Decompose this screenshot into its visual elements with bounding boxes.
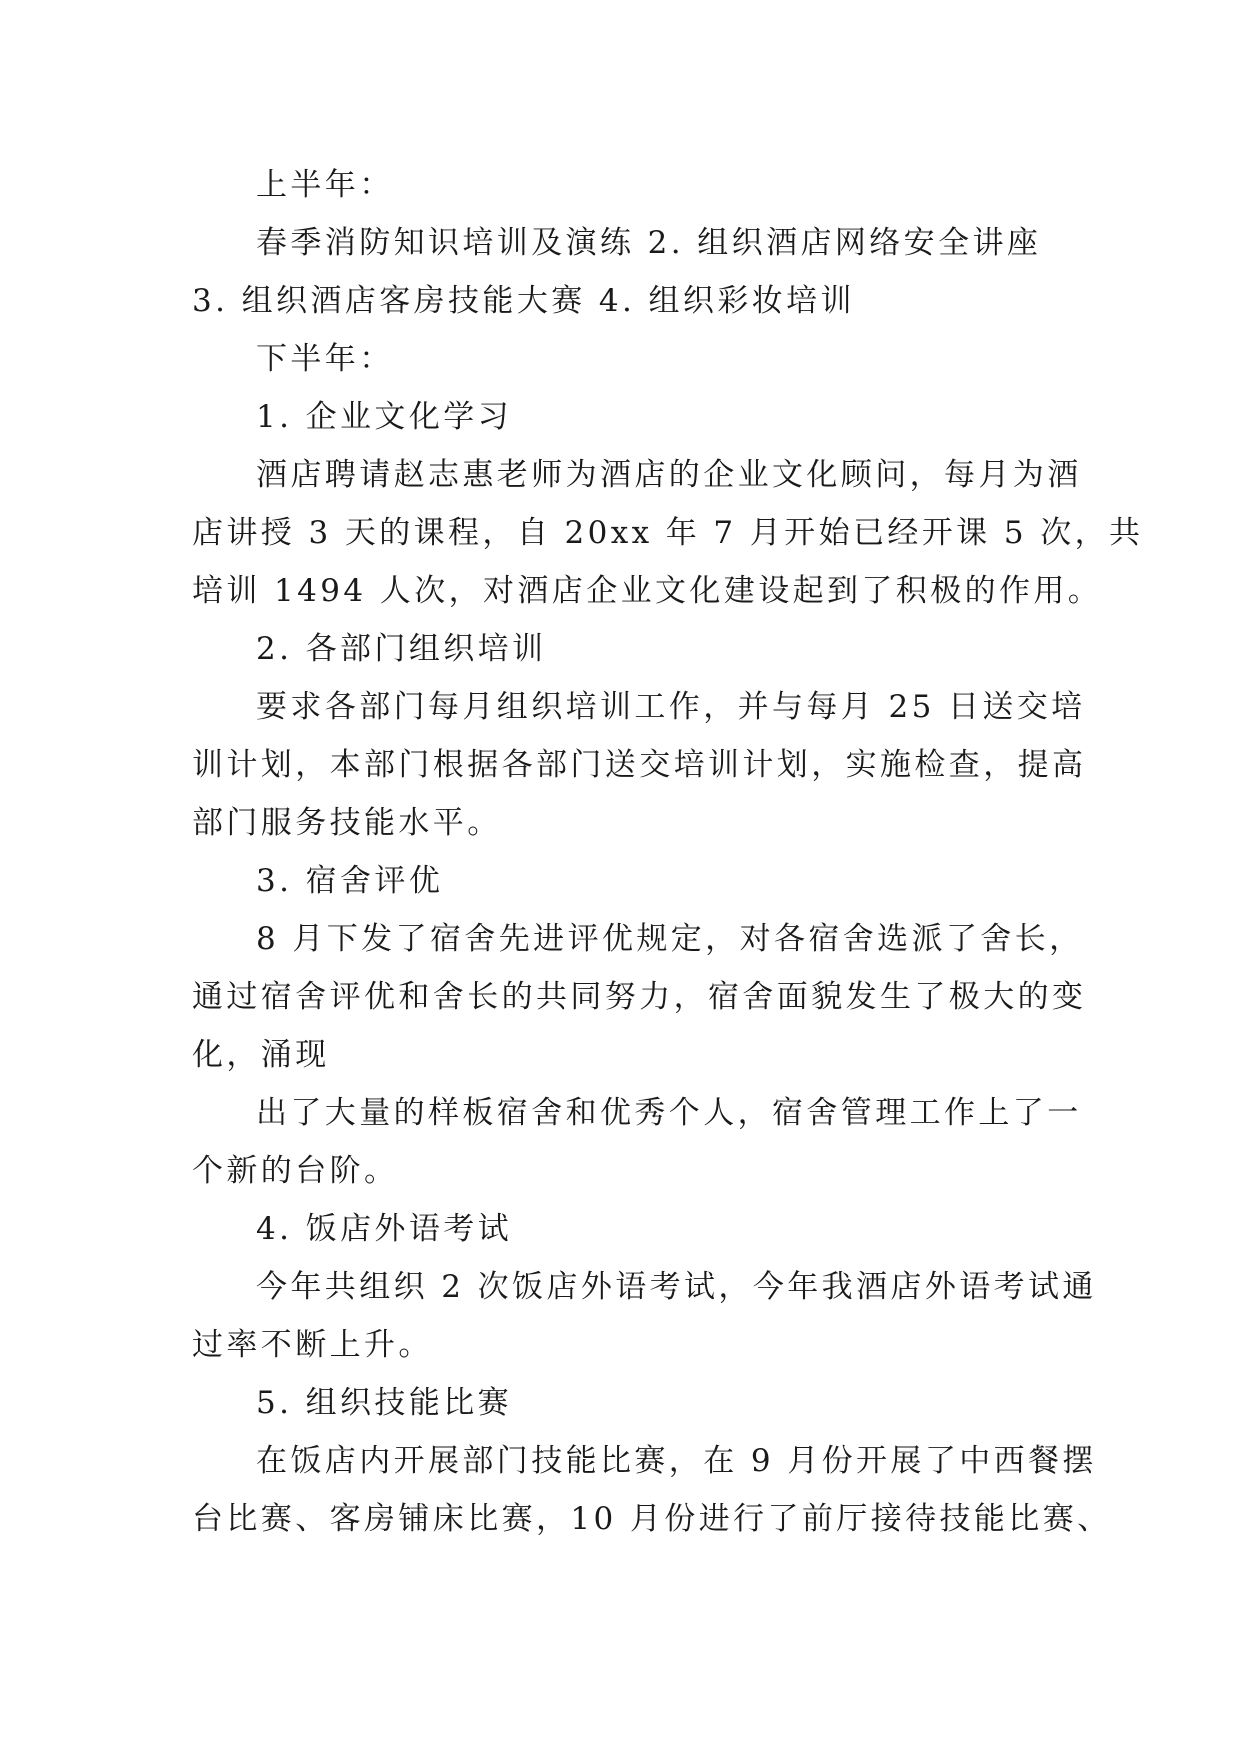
paragraph-line: 培训 1494 人次，对酒店企业文化建设起到了积极的作用。 [192,573,1103,609]
paragraph-line: 台比赛、客房铺床比赛，10 月份进行了前厅接待技能比赛、 [192,1501,1112,1537]
paragraph-line: 部门服务技能水平。 [192,805,502,841]
paragraph-line: 在饭店内开展部门技能比赛，在 9 月份开展了中西餐摆 [256,1443,1097,1479]
paragraph-line: 个新的台阶。 [192,1153,399,1189]
paragraph-line: 店讲授 3 天的课程，自 20xx 年 7 月开始已经开课 5 次，共 [192,515,1144,551]
paragraph-line: 过率不断上升。 [192,1327,433,1363]
paragraph-line: 训计划，本部门根据各部门送交培训计划，实施检查，提高 [192,747,1087,783]
paragraph-line: 春季消防知识培训及演练 2. 组织酒店网络安全讲座 [256,225,1042,261]
item-heading: 2. 各部门组织培训 [256,631,547,667]
section-heading-second-half: 下半年： [256,341,394,377]
paragraph-line: 8 月下发了宿舍先进评优规定，对各宿舍选派了舍长， [256,921,1084,957]
item-heading: 4. 饭店外语考试 [256,1211,513,1247]
paragraph-line: 3. 组织酒店客房技能大赛 4. 组织彩妆培训 [192,283,855,319]
item-heading: 5. 组织技能比赛 [256,1385,513,1421]
paragraph-line: 通过宿舍评优和舍长的共同努力，宿舍面貌发生了极大的变 [192,979,1087,1015]
paragraph-line: 酒店聘请赵志惠老师为酒店的企业文化顾问，每月为酒 [256,457,1082,493]
section-heading-first-half: 上半年： [256,167,394,203]
paragraph-line: 化，涌现 [192,1037,330,1073]
paragraph-line: 今年共组织 2 次饭店外语考试，今年我酒店外语考试通 [256,1269,1097,1305]
paragraph-line: 要求各部门每月组织培训工作，并与每月 25 日送交培 [256,689,1086,725]
paragraph-line: 出了大量的样板宿舍和优秀个人，宿舍管理工作上了一 [256,1095,1082,1131]
item-heading: 1. 企业文化学习 [256,399,513,435]
item-heading: 3. 宿舍评优 [256,863,444,899]
